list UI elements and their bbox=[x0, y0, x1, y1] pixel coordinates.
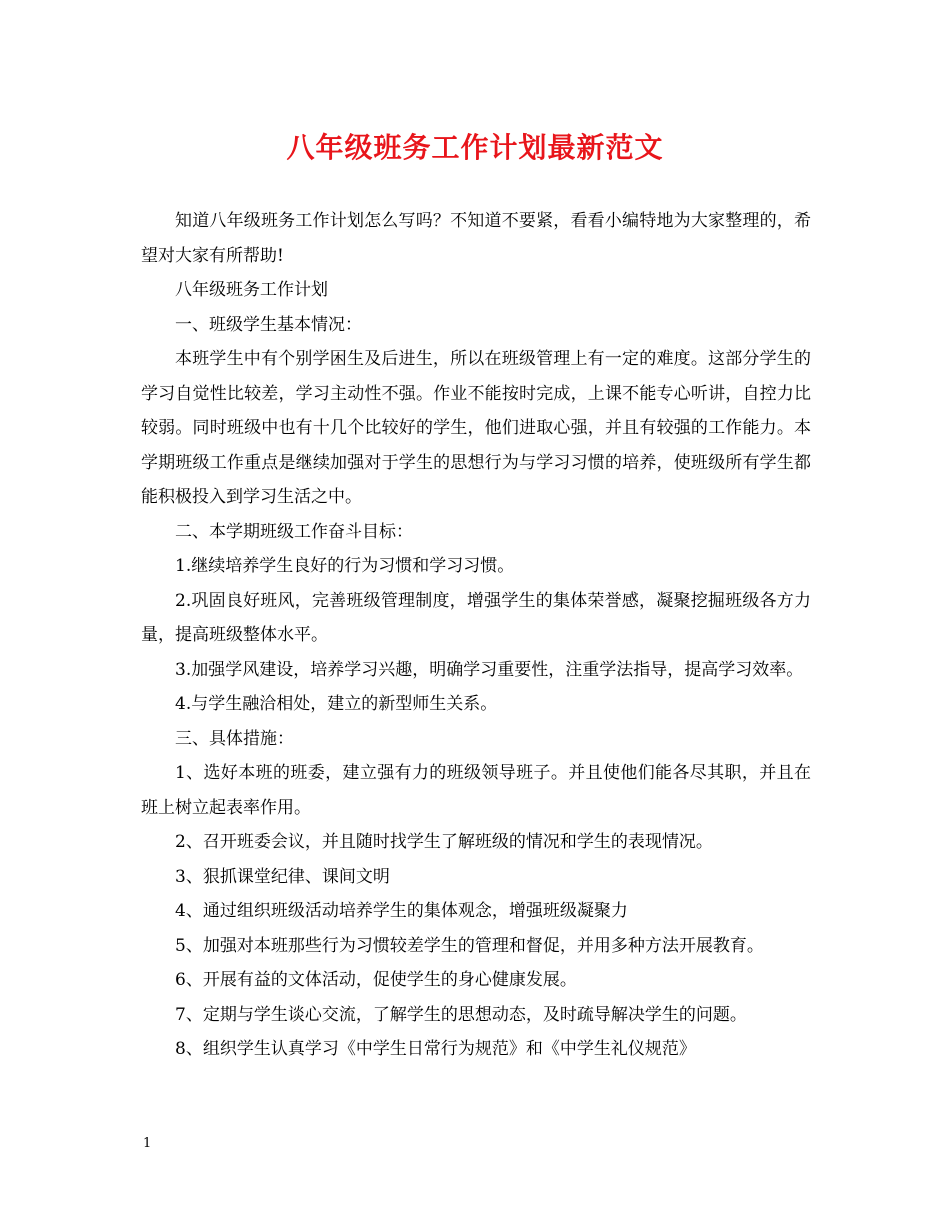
plan-heading: 八年级班务工作计划 bbox=[175, 280, 328, 300]
section-heading-1: 一、班级学生基本情况： bbox=[175, 314, 362, 335]
measure-item-7: 7、定期与学生谈心交流，了解学生的思想动态，及时疏导解决学生的问题。 bbox=[175, 1004, 747, 1025]
intro-paragraph: 知道八年级班务工作计划怎么写吗？不知道不要紧，看看小编特地为大家整理的，希望对大家有所帮助! bbox=[141, 211, 811, 266]
document-body bbox=[141, 204, 811, 1067]
goal-item-4: 4.与学生融洽相处，建立的新型师生关系。 bbox=[175, 694, 498, 714]
measure-item-2: 2、召开班委会议，并且随时找学生了解班级的情况和学生的表现情况。 bbox=[175, 832, 713, 852]
body-paragraph: 本班学生中有个别学困生及后进生，所以在班级管理上有一定的难度。这部分学生的学习自觉性比较差，学习主动性不强。作业不能按时完成，上课不能专心听讲，自控力比较弱。同时班级中也有十几个比较好的学生，他们进取心强，并且有较强的工作能力。本学期班级工作重点是继续加强对于学生的思想行为与学习习惯的培养，使班级所有学生都能积极投入到学习生活之中。 bbox=[141, 349, 811, 507]
goal-item-3: 3.加强学风建设，培养学习兴趣，明确学习重要性，注重学法指导，提高学习效率。 bbox=[175, 659, 804, 680]
page-number: 1 bbox=[143, 1136, 152, 1151]
section-heading-2: 二、本学期班级工作奋斗目标： bbox=[175, 521, 413, 542]
section-heading-3: 三、具体措施： bbox=[175, 728, 294, 749]
measure-item-4: 4、通过组织班级活动培养学生的集体观念，增强班级凝聚力 bbox=[175, 901, 628, 921]
goal-item-2: 2.巩固良好班风，完善班级管理制度，增强学生的集体荣誉感，凝聚挖掘班级各方力量，提高班级整体水平。 bbox=[141, 590, 811, 645]
measure-item-1: 1、选好本班的班委，建立强有力的班级领导班子。并且使他们能各尽其职，并且在班上树立起表率作用。 bbox=[141, 763, 811, 818]
measure-item-8: 8、组织学生认真学习《中学生日常行为规范》和《中学生礼仪规范》 bbox=[175, 1039, 696, 1059]
measure-item-5: 5、加强对本班那些行为习惯较差学生的管理和督促，并用多种方法开展教育。 bbox=[175, 935, 764, 956]
document-title: 八年级班务工作计划最新范文 bbox=[286, 131, 664, 164]
goal-item-1: 1.继续培养学生良好的行为习惯和学习习惯。 bbox=[175, 556, 515, 576]
measure-item-3: 3、狠抓课堂纪律、课间文明 bbox=[175, 866, 390, 887]
measure-item-6: 6、开展有益的文体活动，促使学生的身心健康发展。 bbox=[175, 970, 577, 990]
